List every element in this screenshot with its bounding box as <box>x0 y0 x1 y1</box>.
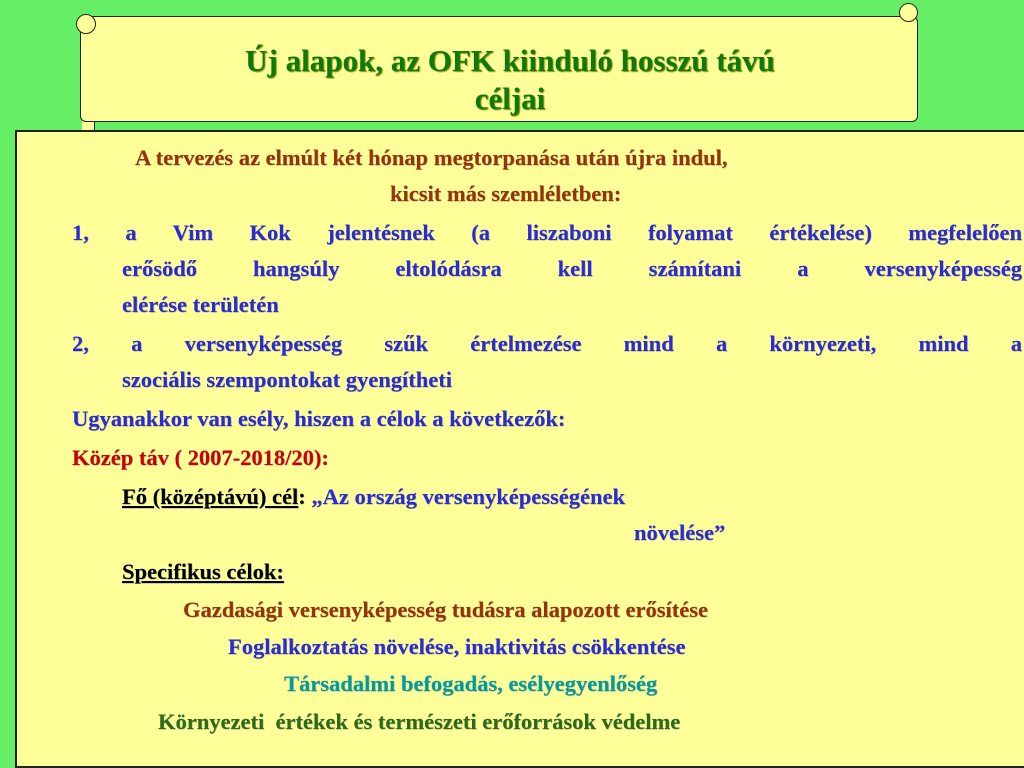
intro-line-1: A tervezés az elmúlt két hónap megtorpanása után újra indul, <box>135 145 728 170</box>
specific-goal-2: Foglalkoztatás növelése, inaktivitás csökkentése <box>228 634 686 659</box>
point2-line-1: 2, a versenyképesség szűk értelmezése mind a környezeti, mind a <box>72 331 1022 356</box>
main-goal-label: Fő (középtávú) cél <box>122 484 299 509</box>
specific-goal-1: Gazdasági versenyképesség tudásra alapozott erősítése <box>183 597 708 622</box>
specific-goals-heading: Specifikus célok: <box>122 559 284 584</box>
specific-goal-4-rest: értékek és természeti erőforrások védelme <box>275 709 681 734</box>
intro-line-2: kicsit más szemléletben: <box>390 181 622 206</box>
point1-line-1: 1, a Vim Kok jelentésnek (a liszaboni folyamat értékelése) megfelelően <box>72 220 1022 245</box>
title-line-1: Új alapok, az OFK kiinduló hosszú távú <box>245 43 775 78</box>
main-goal-text-1: „Az ország versenyképességének <box>311 484 626 509</box>
title-line-2: céljai <box>474 81 546 116</box>
specific-goal-4-prefix: Környezeti <box>158 709 265 734</box>
point1-line-2: erősödő hangsúly eltolódásra kell számítani a versenyképesség <box>122 256 1022 281</box>
slide-title <box>160 42 860 118</box>
point2-line-2: szociális szempontokat gyengítheti <box>122 367 452 392</box>
scroll-curl-left <box>76 14 96 34</box>
main-goal-line <box>122 484 625 510</box>
scroll-curl-right <box>899 3 918 22</box>
point1-line-3: elérése területén <box>122 292 279 317</box>
specific-goal-4 <box>158 709 680 735</box>
midterm-heading: Közép táv ( 2007-2018/20): <box>72 445 329 470</box>
main-goal-colon: : <box>298 484 306 509</box>
specific-goal-3: Társadalmi befogadás, esélyegyenlőség <box>284 671 658 696</box>
main-goal-text-2: növelése” <box>634 520 726 545</box>
opportunity-line: Ugyanakkor van esély, hiszen a célok a következők: <box>72 406 566 431</box>
